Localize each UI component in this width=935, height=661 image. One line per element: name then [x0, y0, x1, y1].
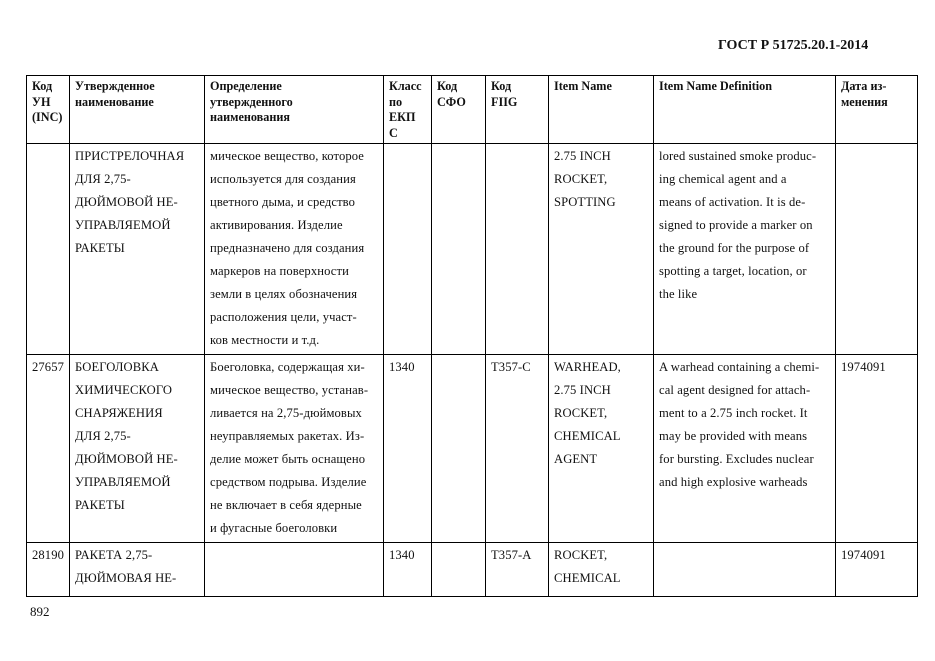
text-line: РАКЕТЫ: [75, 498, 125, 512]
text-line: Боеголовка, содержащая хи-: [210, 360, 365, 374]
ekps-cell: [384, 144, 432, 355]
text-line: for bursting. Excludes nuclear: [659, 452, 814, 466]
text-line: ДЮЙМОВОЙ НЕ-: [75, 452, 178, 466]
text-line: and high explosive warheads: [659, 475, 808, 489]
text-line: ДЛЯ 2,75-: [75, 172, 131, 186]
item-definition-cell: [654, 355, 836, 543]
text-line: и фугасные боеголовки: [210, 521, 338, 535]
text-line: утвержденного: [210, 94, 293, 109]
text-line: СНАРЯЖЕНИЯ: [75, 406, 163, 420]
name-cell: [70, 355, 205, 543]
text-line: (INC): [32, 110, 63, 124]
text-line: signed to provide a marker on: [659, 218, 813, 232]
table-row: [27, 543, 918, 597]
item-name-cell: [549, 355, 654, 543]
text-line: СФО: [437, 94, 466, 109]
item-definition-cell: [654, 543, 836, 597]
text-line: мическое вещество, которое: [210, 149, 364, 163]
text-line: A warhead containing a chemi-: [659, 360, 820, 374]
text-line: 1340: [389, 548, 415, 562]
inc-cell: [27, 144, 70, 355]
text-line: 28190: [32, 548, 64, 562]
text-line: УПРАВЛЯЕМОЙ: [75, 475, 171, 489]
header-change-date: [836, 76, 918, 144]
text-line: ROCKET,: [554, 406, 608, 420]
fiig-cell: [486, 144, 549, 355]
text-line: 27657: [32, 360, 64, 374]
text-line: используется для создания: [210, 172, 356, 186]
document-code: ГОСТ Р 51725.20.1-2014: [718, 38, 869, 53]
text-line: цветного дыма, и средство: [210, 195, 356, 209]
text-line: менения: [841, 94, 888, 109]
inc-cell: [27, 543, 70, 597]
text-line: не включает в себя ядерные: [210, 498, 362, 512]
text-line: Item Name: [554, 79, 612, 93]
page-number: 892: [30, 604, 50, 619]
text-line: БОЕГОЛОВКА: [75, 360, 159, 374]
text-line: наименование: [75, 94, 154, 109]
text-line: средством подрыва. Изделие: [210, 475, 367, 489]
text-line: Код: [437, 79, 458, 93]
text-line: УПРАВЛЯЕМОЙ: [75, 218, 171, 232]
text-line: Item Name Definition: [659, 79, 773, 93]
text-line: T357-C: [491, 360, 531, 374]
header-inc: [27, 76, 70, 144]
item-definition-cell: [654, 144, 836, 355]
header-ekps-class: [384, 76, 432, 144]
text-line: Класс: [389, 79, 422, 93]
text-line: ROCKET,: [554, 548, 608, 562]
text-line: AGENT: [554, 452, 598, 466]
date-cell: [836, 355, 918, 543]
text-line: РАКЕТЫ: [75, 241, 125, 255]
text-line: ЕКП: [389, 110, 416, 124]
text-line: ДЮЙМОВОЙ НЕ-: [75, 195, 178, 209]
inc-cell: [27, 355, 70, 543]
text-line: РАКЕТА 2,75-: [75, 548, 153, 562]
text-line: lored sustained smoke produc-: [659, 149, 817, 163]
text-line: ment to a 2.75 inch rocket. It: [659, 406, 808, 420]
text-line: 2.75 INCH: [554, 383, 611, 397]
sfo-cell: [432, 144, 486, 355]
text-line: ROCKET,: [554, 172, 608, 186]
text-line: the like: [659, 287, 698, 301]
fiig-cell: [486, 543, 549, 597]
name-cell: [70, 543, 205, 597]
text-line: Дата из-: [841, 79, 887, 93]
text-line: земли в целях обозначения: [210, 287, 358, 301]
text-line: Код: [491, 79, 512, 93]
ekps-cell: [384, 355, 432, 543]
text-line: УН: [32, 94, 51, 109]
text-line: С: [389, 125, 398, 140]
definition-cell: [205, 144, 384, 355]
ekps-cell: [384, 543, 432, 597]
text-line: по: [389, 94, 403, 109]
fiig-cell: [486, 355, 549, 543]
text-line: мическое вещество, устанав-: [210, 383, 369, 397]
header-sfo-code: [432, 76, 486, 144]
text-line: ХИМИЧЕСКОГО: [75, 383, 173, 397]
header-fiig-code: [486, 76, 549, 144]
text-line: 1974091: [841, 548, 886, 562]
name-cell: [70, 144, 205, 355]
text-line: неуправляемых ракетах. Из-: [210, 429, 365, 443]
text-line: ПРИСТРЕЛОЧНАЯ: [75, 149, 185, 163]
text-line: CHEMICAL: [554, 429, 621, 443]
text-line: маркеров на поверхности: [210, 264, 349, 278]
text-line: WARHEAD,: [554, 360, 621, 374]
text-line: the ground for the purpose of: [659, 241, 810, 255]
text-line: Утвержденное: [75, 79, 155, 93]
text-line: 1974091: [841, 360, 886, 374]
text-line: FIIG: [491, 94, 518, 109]
text-line: may be provided with means: [659, 429, 808, 443]
definition-cell: [205, 355, 384, 543]
header-item-name-definition: [654, 76, 836, 144]
text-line: Определение: [210, 79, 282, 93]
text-line: 1340: [389, 360, 415, 374]
text-line: Код: [32, 79, 53, 93]
table-row: [27, 144, 918, 355]
header-name: [70, 76, 205, 144]
text-line: T357-A: [491, 548, 532, 562]
text-line: ДЛЯ 2,75-: [75, 429, 131, 443]
item-name-cell: [549, 543, 654, 597]
classification-table: [26, 75, 918, 597]
text-line: 2.75 INCH: [554, 149, 611, 163]
text-line: cal agent designed for attach-: [659, 383, 811, 397]
text-line: ing chemical agent and a: [659, 172, 787, 186]
text-line: spotting a target, location, or: [659, 264, 807, 278]
text-line: CHEMICAL: [554, 571, 621, 585]
sfo-cell: [432, 543, 486, 597]
text-line: делие может быть оснащено: [210, 452, 366, 466]
text-line: расположения цели, участ-: [210, 310, 357, 324]
text-line: ДЮЙМОВАЯ НЕ-: [75, 571, 177, 585]
date-cell: [836, 543, 918, 597]
table-header-row: [27, 76, 918, 144]
text-line: means of activation. It is de-: [659, 195, 806, 209]
sfo-cell: [432, 355, 486, 543]
text-line: ливается на 2,75-дюймовых: [210, 406, 362, 420]
header-item-name: [549, 76, 654, 144]
text-line: ков местности и т.д.: [210, 333, 320, 347]
text-line: предназначено для создания: [210, 241, 365, 255]
text-line: наименования: [210, 110, 290, 124]
date-cell: [836, 144, 918, 355]
header-definition: [205, 76, 384, 144]
definition-cell: [205, 543, 384, 597]
text-line: SPOTTING: [554, 195, 616, 209]
table-row: [27, 355, 918, 543]
item-name-cell: [549, 144, 654, 355]
text-line: активирования. Изделие: [210, 218, 343, 232]
